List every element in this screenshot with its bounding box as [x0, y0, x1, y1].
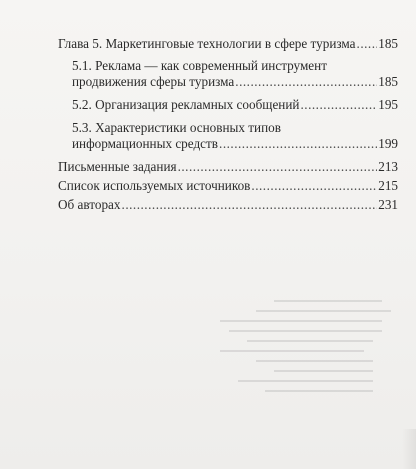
page-edge-shadow: [402, 429, 416, 469]
toc-entry-title-line1: 5.1. Реклама — как современный инструмент: [72, 58, 327, 73]
toc-entry-sources: [58, 178, 398, 194]
toc-entry-title: Об авторах: [58, 197, 121, 212]
toc-page-number: 199: [378, 136, 398, 151]
toc-entry-title: 5.2. Организация рекламных сообщений: [72, 97, 300, 112]
toc-entry-title-line1: 5.3. Характеристики основных типов: [72, 120, 281, 135]
toc-leader-dots: [122, 197, 378, 213]
toc-page-number: 215: [378, 178, 398, 193]
toc-entry-5-2: [58, 97, 398, 113]
toc-page-number: 185: [378, 36, 398, 51]
table-of-contents: [58, 36, 398, 216]
toc-page-number: 185: [378, 74, 398, 89]
toc-leader-dots: [251, 178, 377, 194]
toc-entry-title: Глава 5. Маркетинговые технологии в сфере туризма: [58, 36, 356, 51]
toc-entry-title-line2: информационных средств: [72, 136, 219, 151]
toc-entry-chapter-5: [58, 36, 398, 52]
toc-leader-dots: [219, 136, 377, 152]
toc-page-number: 231: [378, 197, 398, 212]
toc-leader-dots: [300, 97, 377, 113]
toc-entry-5-1: [58, 58, 398, 90]
toc-page-number: 195: [378, 97, 398, 112]
toc-entry-authors: [58, 197, 398, 213]
toc-entry-title-line2: продвижения сферы туризма: [72, 74, 235, 89]
show-through-text: [220, 300, 400, 450]
toc-leader-dots: [235, 74, 377, 90]
toc-leader-dots: [357, 36, 378, 52]
toc-page-number: 213: [378, 159, 398, 174]
toc-leader-dots: [178, 159, 378, 175]
toc-entry-5-3: [58, 120, 398, 152]
toc-entry-title: Письменные задания: [58, 159, 177, 174]
toc-entry-title: Список используемых источников: [58, 178, 251, 193]
toc-entry-written-tasks: [58, 159, 398, 175]
